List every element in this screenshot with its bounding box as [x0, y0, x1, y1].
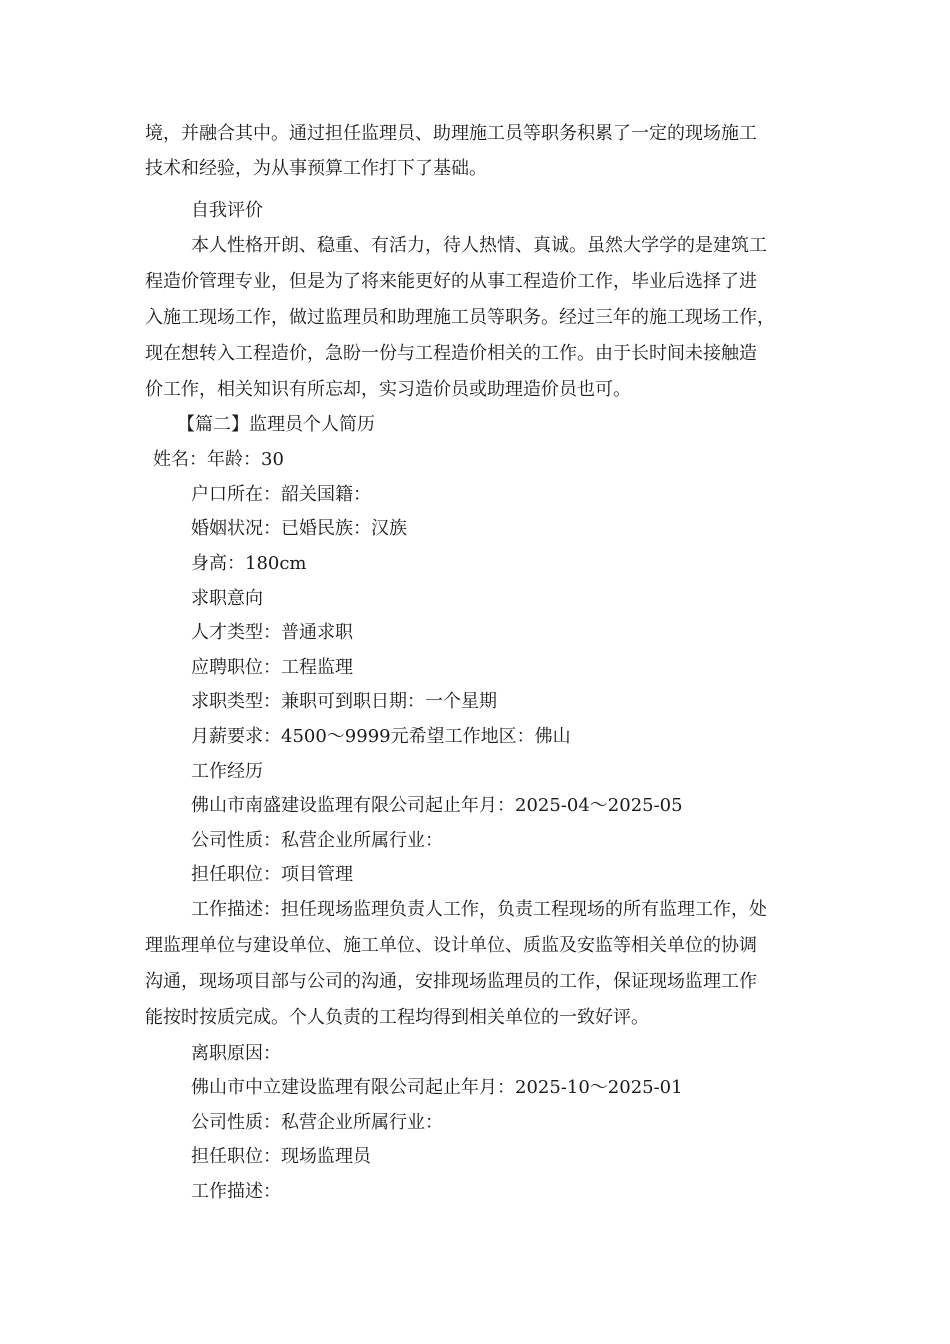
info-line: 人才类型：普通求职 [191, 622, 353, 643]
info-line: 佛山市南盛建设监理有限公司起止年月：2025-04～2025-05 [191, 795, 683, 816]
paragraph-line: 程造价管理专业，但是为了将来能更好的从事工程造价工作，毕业后选择了进 [145, 271, 757, 292]
paragraph-line: 现在想转入工程造价，急盼一份与工程造价相关的工作。由于长时间未接触造 [145, 343, 757, 364]
info-line: 工作描述： [191, 1181, 281, 1202]
info-line: 户口所在：韶关国籍： [191, 484, 371, 505]
info-line: 身高：180cm [191, 553, 307, 574]
paragraph-line: 理监理单位与建设单位、施工单位、设计单位、质监及安监等相关单位的协调 [145, 935, 757, 956]
info-line: 担任职位：项目管理 [191, 864, 353, 885]
info-line: 公司性质：私营企业所属行业： [191, 1112, 443, 1133]
info-line: 应聘职位：工程监理 [191, 657, 353, 678]
paragraph-line: 本人性格开朗、稳重、有活力，待人热情、真诚。虽然大学学的是建筑工 [191, 235, 767, 256]
info-line: 担任职位：现场监理员 [191, 1146, 371, 1167]
info-line: 婚姻状况：已婚民族：汉族 [191, 518, 407, 539]
paragraph-line: 境，并融合其中。通过担任监理员、助理施工员等职务积累了一定的现场施工 [145, 123, 757, 144]
paragraph-line: 入施工现场工作，做过监理员和助理施工员等职务。经过三年的施工现场工作， [145, 307, 775, 328]
paragraph-line: 工作描述：担任现场监理负责人工作，负责工程现场的所有监理工作，处 [191, 899, 767, 920]
info-line: 离职原因： [191, 1043, 281, 1064]
paragraph-line: 能按时按质完成。个人负责的工程均得到相关单位的一致好评。 [145, 1007, 649, 1028]
paragraph-line: 沟通，现场项目部与公司的沟通，安排现场监理员的工作，保证现场监理工作 [145, 971, 757, 992]
paragraph-line: 价工作，相关知识有所忘却，实习造价员或助理造价员也可。 [145, 379, 631, 400]
section-title: 【篇二】监理员个人简历 [177, 414, 375, 435]
info-line: 月薪要求：4500～9999元希望工作地区：佛山 [191, 726, 571, 747]
section-heading: 求职意向 [191, 588, 263, 609]
section-heading: 工作经历 [191, 761, 263, 782]
info-line: 公司性质：私营企业所属行业： [191, 830, 443, 851]
paragraph-line: 技术和经验，为从事预算工作打下了基础。 [145, 158, 487, 179]
info-line: 求职类型：兼职可到职日期：一个星期 [191, 691, 497, 712]
info-line: 佛山市中立建设监理有限公司起止年月：2025-10～2025-01 [191, 1077, 683, 1098]
info-line: 姓名：年龄：30 [153, 449, 284, 470]
section-heading: 自我评价 [191, 200, 263, 221]
